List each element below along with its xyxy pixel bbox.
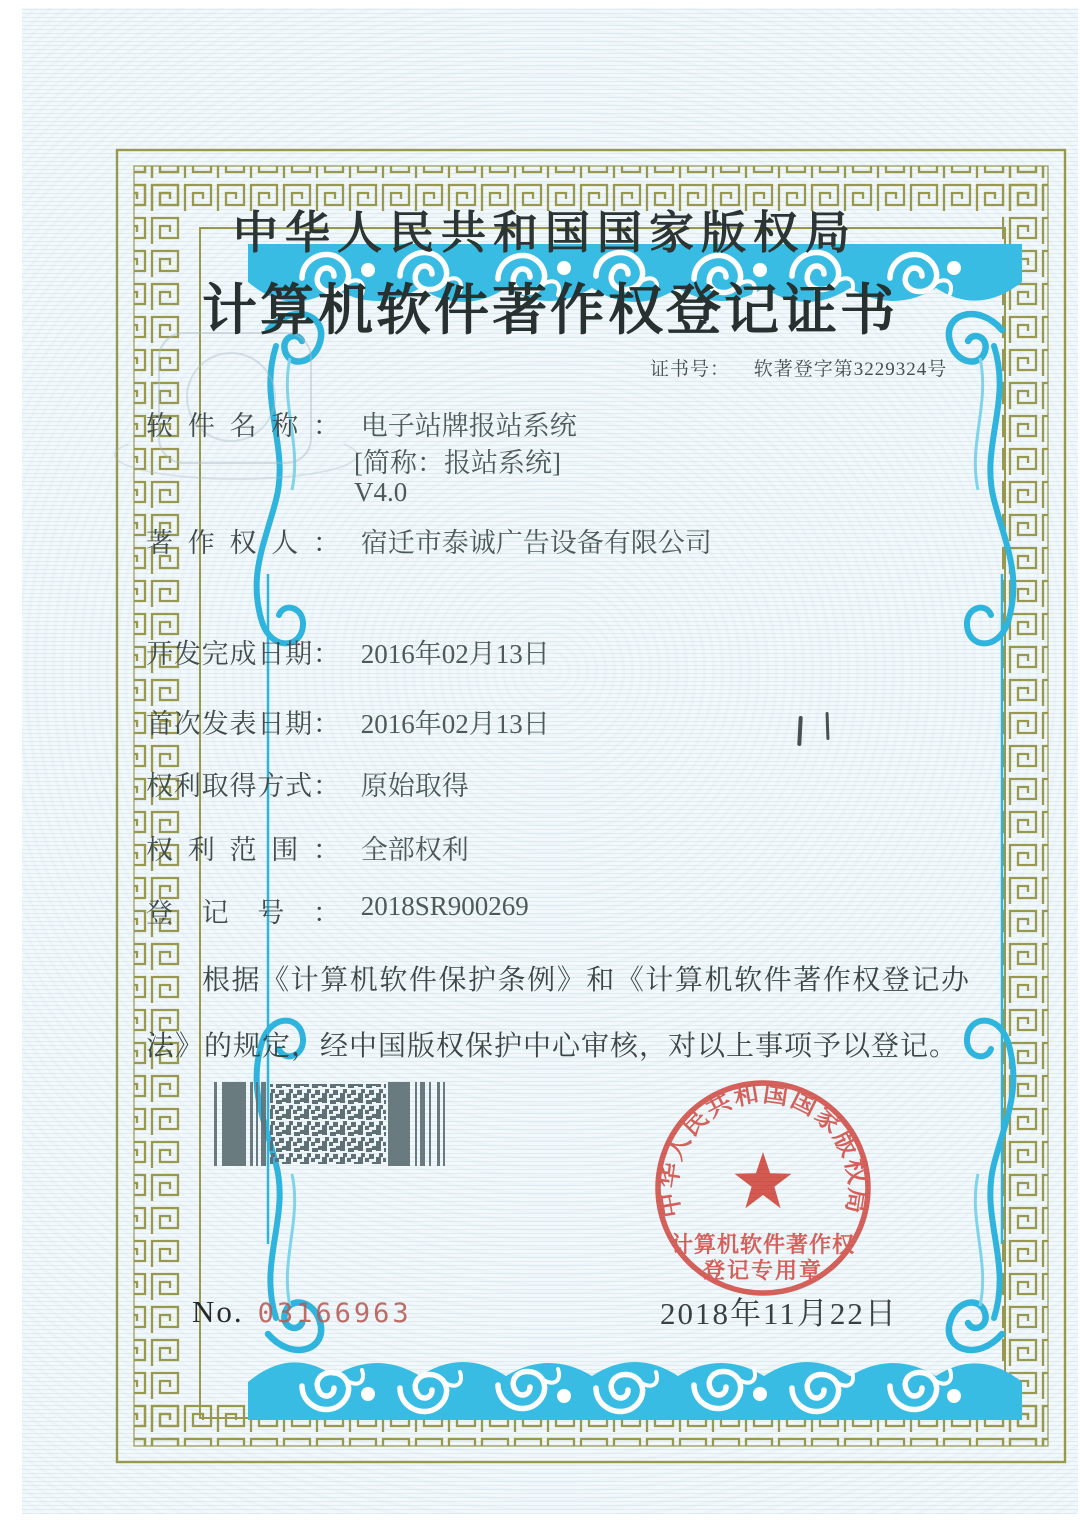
seal-line2: 登记专用章	[702, 1258, 824, 1283]
copyright-owner-value: 宿迁市泰诚广告设备有限公司	[360, 528, 712, 558]
ink-speck	[826, 712, 830, 740]
field-rights-scope	[146, 828, 469, 867]
rights-acquisition-value: 原始取得	[360, 771, 469, 801]
field-copyright-owner	[146, 521, 712, 560]
registration-no-label: 登记号：	[146, 898, 340, 928]
software-name-label: 软件名称：	[146, 411, 340, 441]
rights-scope-value: 全部权利	[360, 835, 469, 865]
certificate-number-value: 软著登字第3229324号	[753, 359, 948, 380]
serial-number-line	[192, 1294, 412, 1330]
dev-complete-date-label: 开发完成日期：	[146, 639, 340, 669]
seal-star	[735, 1152, 792, 1208]
certificate-title: 计算机软件著作权登记证书	[201, 280, 898, 341]
registration-no-value: 2018SR900269	[360, 891, 529, 921]
software-version: V4.0	[354, 477, 408, 507]
serial-number: 03166963	[257, 1298, 412, 1329]
serial-prefix: No.	[192, 1294, 244, 1329]
field-first-publish-date	[146, 702, 550, 741]
seal-line1: 计算机软件著作权	[670, 1232, 856, 1257]
issuer-title: 中华人民共和国国家版权局	[232, 208, 857, 258]
dev-complete-date-value: 2016年02月13日	[360, 639, 550, 669]
field-software-name	[146, 404, 577, 443]
seal-ring-text: 中华人民共和国国家版权局	[655, 1080, 871, 1220]
software-alias: [简称：报站系统]	[354, 448, 561, 478]
issue-date: 2018年11月22日	[660, 1296, 898, 1331]
field-registration-no	[146, 891, 529, 930]
barcode	[214, 1082, 456, 1166]
certificate-number-line	[650, 354, 947, 381]
copyright-owner-label: 著作权人：	[146, 528, 340, 558]
first-publish-date-label: 首次发表日期：	[146, 709, 340, 739]
ink-speck	[797, 716, 803, 746]
registration-statement: 根据《计算机软件保护条例》和《计算机软件著作权登记办法》的规定，经中国版权保护中心审核，对以上事项予以登记。	[146, 965, 970, 1062]
svg-text:中华人民共和国国家版权局	[654, 1079, 872, 1219]
certificate-number-label: 证书号：	[650, 359, 731, 380]
rights-scope-label: 权利范围：	[146, 835, 340, 865]
official-red-seal	[647, 1072, 879, 1304]
field-rights-acquisition	[146, 764, 469, 803]
first-publish-date-value: 2016年02月13日	[360, 709, 550, 739]
field-dev-complete-date	[146, 632, 550, 671]
rights-acquisition-label: 权利取得方式：	[146, 771, 340, 801]
software-name-value: 电子站牌报站系统	[360, 411, 577, 441]
